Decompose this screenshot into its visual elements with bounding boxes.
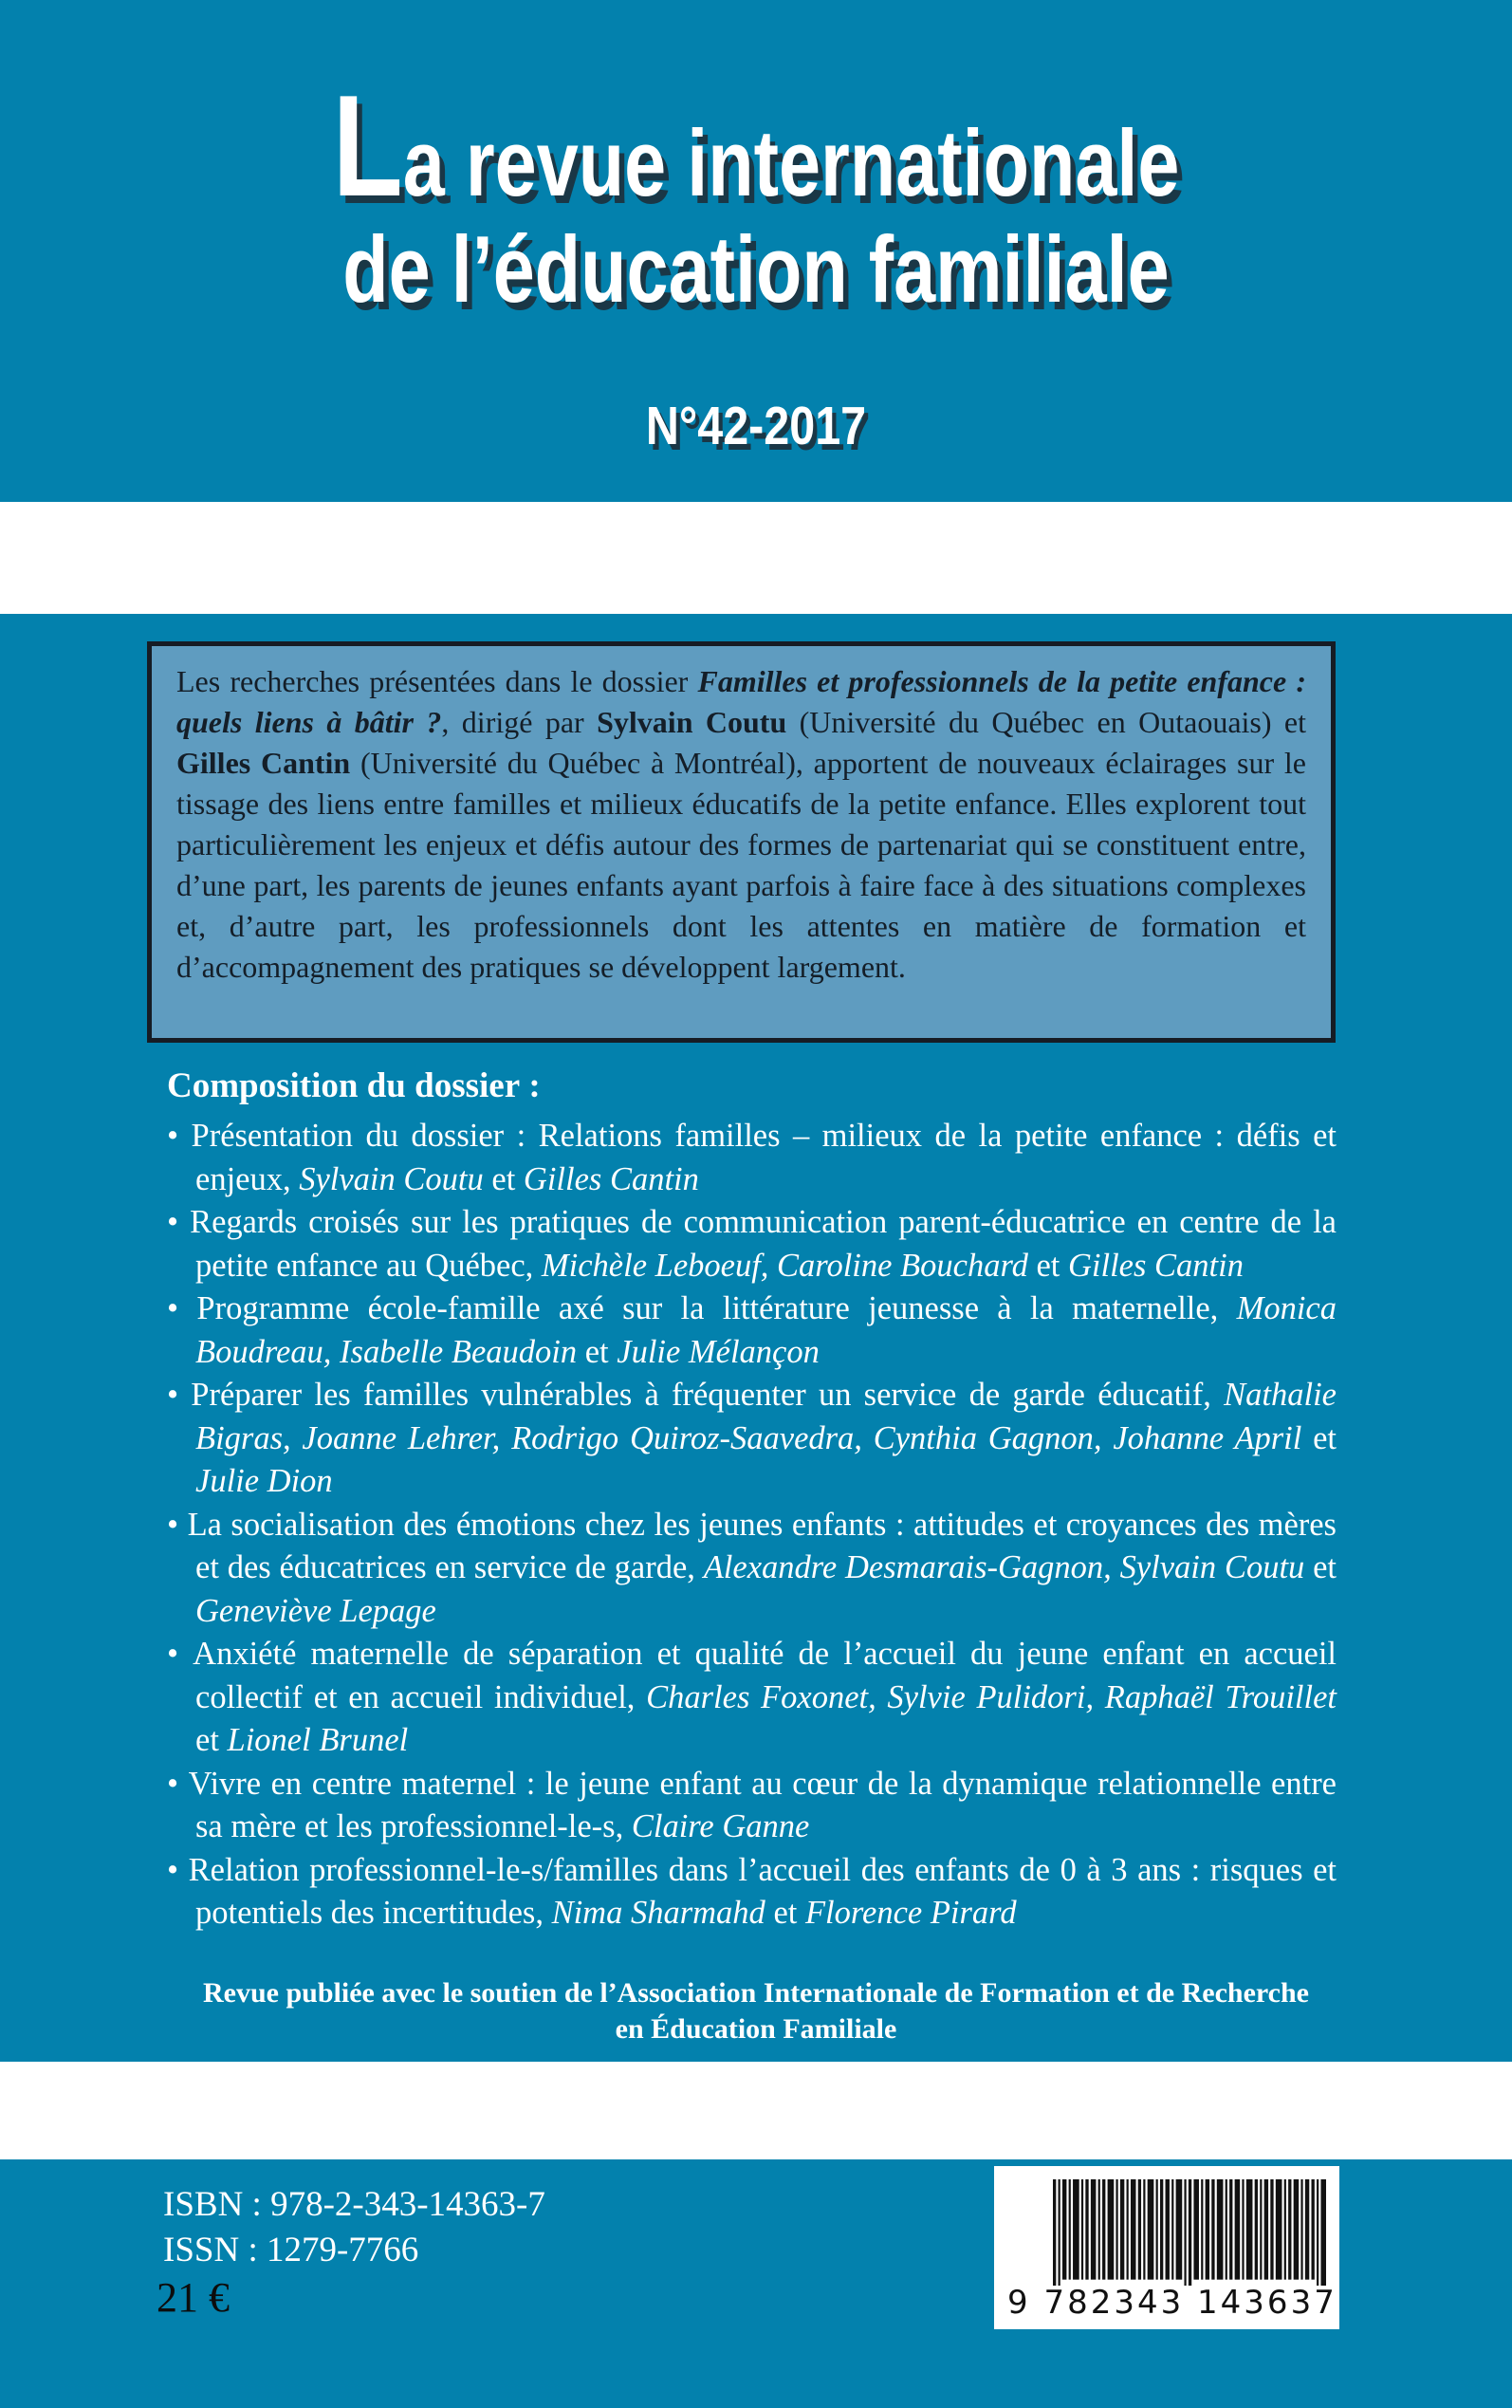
white-band-bottom [0, 2062, 1512, 2159]
composition-section [167, 1065, 1337, 1936]
price-label: 21 € [157, 2274, 230, 2321]
issue-number: N°42-2017 [645, 396, 867, 456]
support-note-line-2: en Éducation Familiale [615, 2013, 897, 2045]
list-item: • Vivre en centre maternel : le jeune enfant au cœur de la dynamique relationnelle entre sa mère et les professionnel-le-s, Claire Ganne [167, 1763, 1337, 1849]
list-item: • Relation professionnel-le-s/familles dans l’accueil des enfants de 0 à 3 ans : risques et potentiels des incertitudes, Nima Sharmahd et Florence Pirard [167, 1849, 1337, 1936]
dossier-list [167, 1115, 1337, 1936]
barcode-image [1053, 2179, 1326, 2286]
isbn-line: ISBN : 978-2-343-14363-7 [163, 2185, 545, 2224]
isbn-block [163, 2182, 545, 2273]
composition-heading: Composition du dossier : [167, 1066, 541, 1105]
title-line-1 [151, 65, 1360, 227]
list-item: • Anxiété maternelle de séparation et qualité de l’accueil du jeune enfant en accueil collectif et en accueil individuel, Charles Foxonet, Sylvie Pulidori, Raphaël Trouillet et Lionel Brunel [167, 1633, 1337, 1763]
barcode-digits: 9 782343 143637 [1007, 2284, 1337, 2322]
issn-line: ISSN : 1279-7766 [163, 2231, 419, 2269]
title-line-2: de l’éducation familiale [342, 216, 1170, 322]
list-item: • Programme école-famille axé sur la littérature jeunesse à la maternelle, Monica Boudreau, Isabelle Beaudoin et Julie Mélançon [167, 1287, 1337, 1374]
title-line-1-text: a revue internationale [402, 110, 1180, 215]
list-item: • La socialisation des émotions chez les jeunes enfants : attitudes et croyances des mères et des éducatrices en service de garde, Alexandre Desmarais-Gagnon, Sylvain Coutu et Geneviève Lepage [167, 1504, 1337, 1634]
support-note-line-1: Revue publiée avec le soutien de l’Association Internationale de Formation et de Recherche [203, 1977, 1309, 2009]
list-item: • Présentation du dossier : Relations familles – milieux de la petite enfance : défis et enjeux, Sylvain Coutu et Gilles Cantin [167, 1115, 1337, 1201]
list-item: • Préparer les familles vulnérables à fréquenter un service de garde éducatif, Nathalie Bigras, Joanne Lehrer, Rodrigo Quiroz-Saavedra, Cynthia Gagnon, Johanne April et Julie Dion [167, 1374, 1337, 1504]
journal-masthead [151, 65, 1360, 323]
list-item: • Regards croisés sur les pratiques de communication parent-éducatrice en centre de la petite enfance au Québec, Michèle Leboeuf, Caroline Bouchard et Gilles Cantin [167, 1201, 1337, 1287]
title-dropcap: L [332, 65, 403, 227]
white-band-top [0, 502, 1512, 614]
abstract-panel [147, 641, 1336, 1043]
barcode-panel [994, 2166, 1339, 2329]
support-note [0, 1975, 1512, 2047]
abstract-text: Les recherches présentées dans le dossier Familles et professionnels de la petite enfance : quels liens à bâtir ?, dirigé par Sylvain Coutu (Université du Québec en Outaouais) et Gilles Cantin (Université du Québec à Montréal), apportent de nouveaux éclairages sur le tissage des liens entre familles et milieux éducatifs de la petite enfance. Elles explorent tout particulièrement les enjeux et défis autour des formes de partenariat qui se constituent entre, d’une part, les parents de jeunes enfants ayant parfois à faire face à des situations complexes et, d’autre part, les professionnels dont les attentes en matière de formation et d’accompagnement des pratiques se développent largement. [176, 664, 1307, 984]
